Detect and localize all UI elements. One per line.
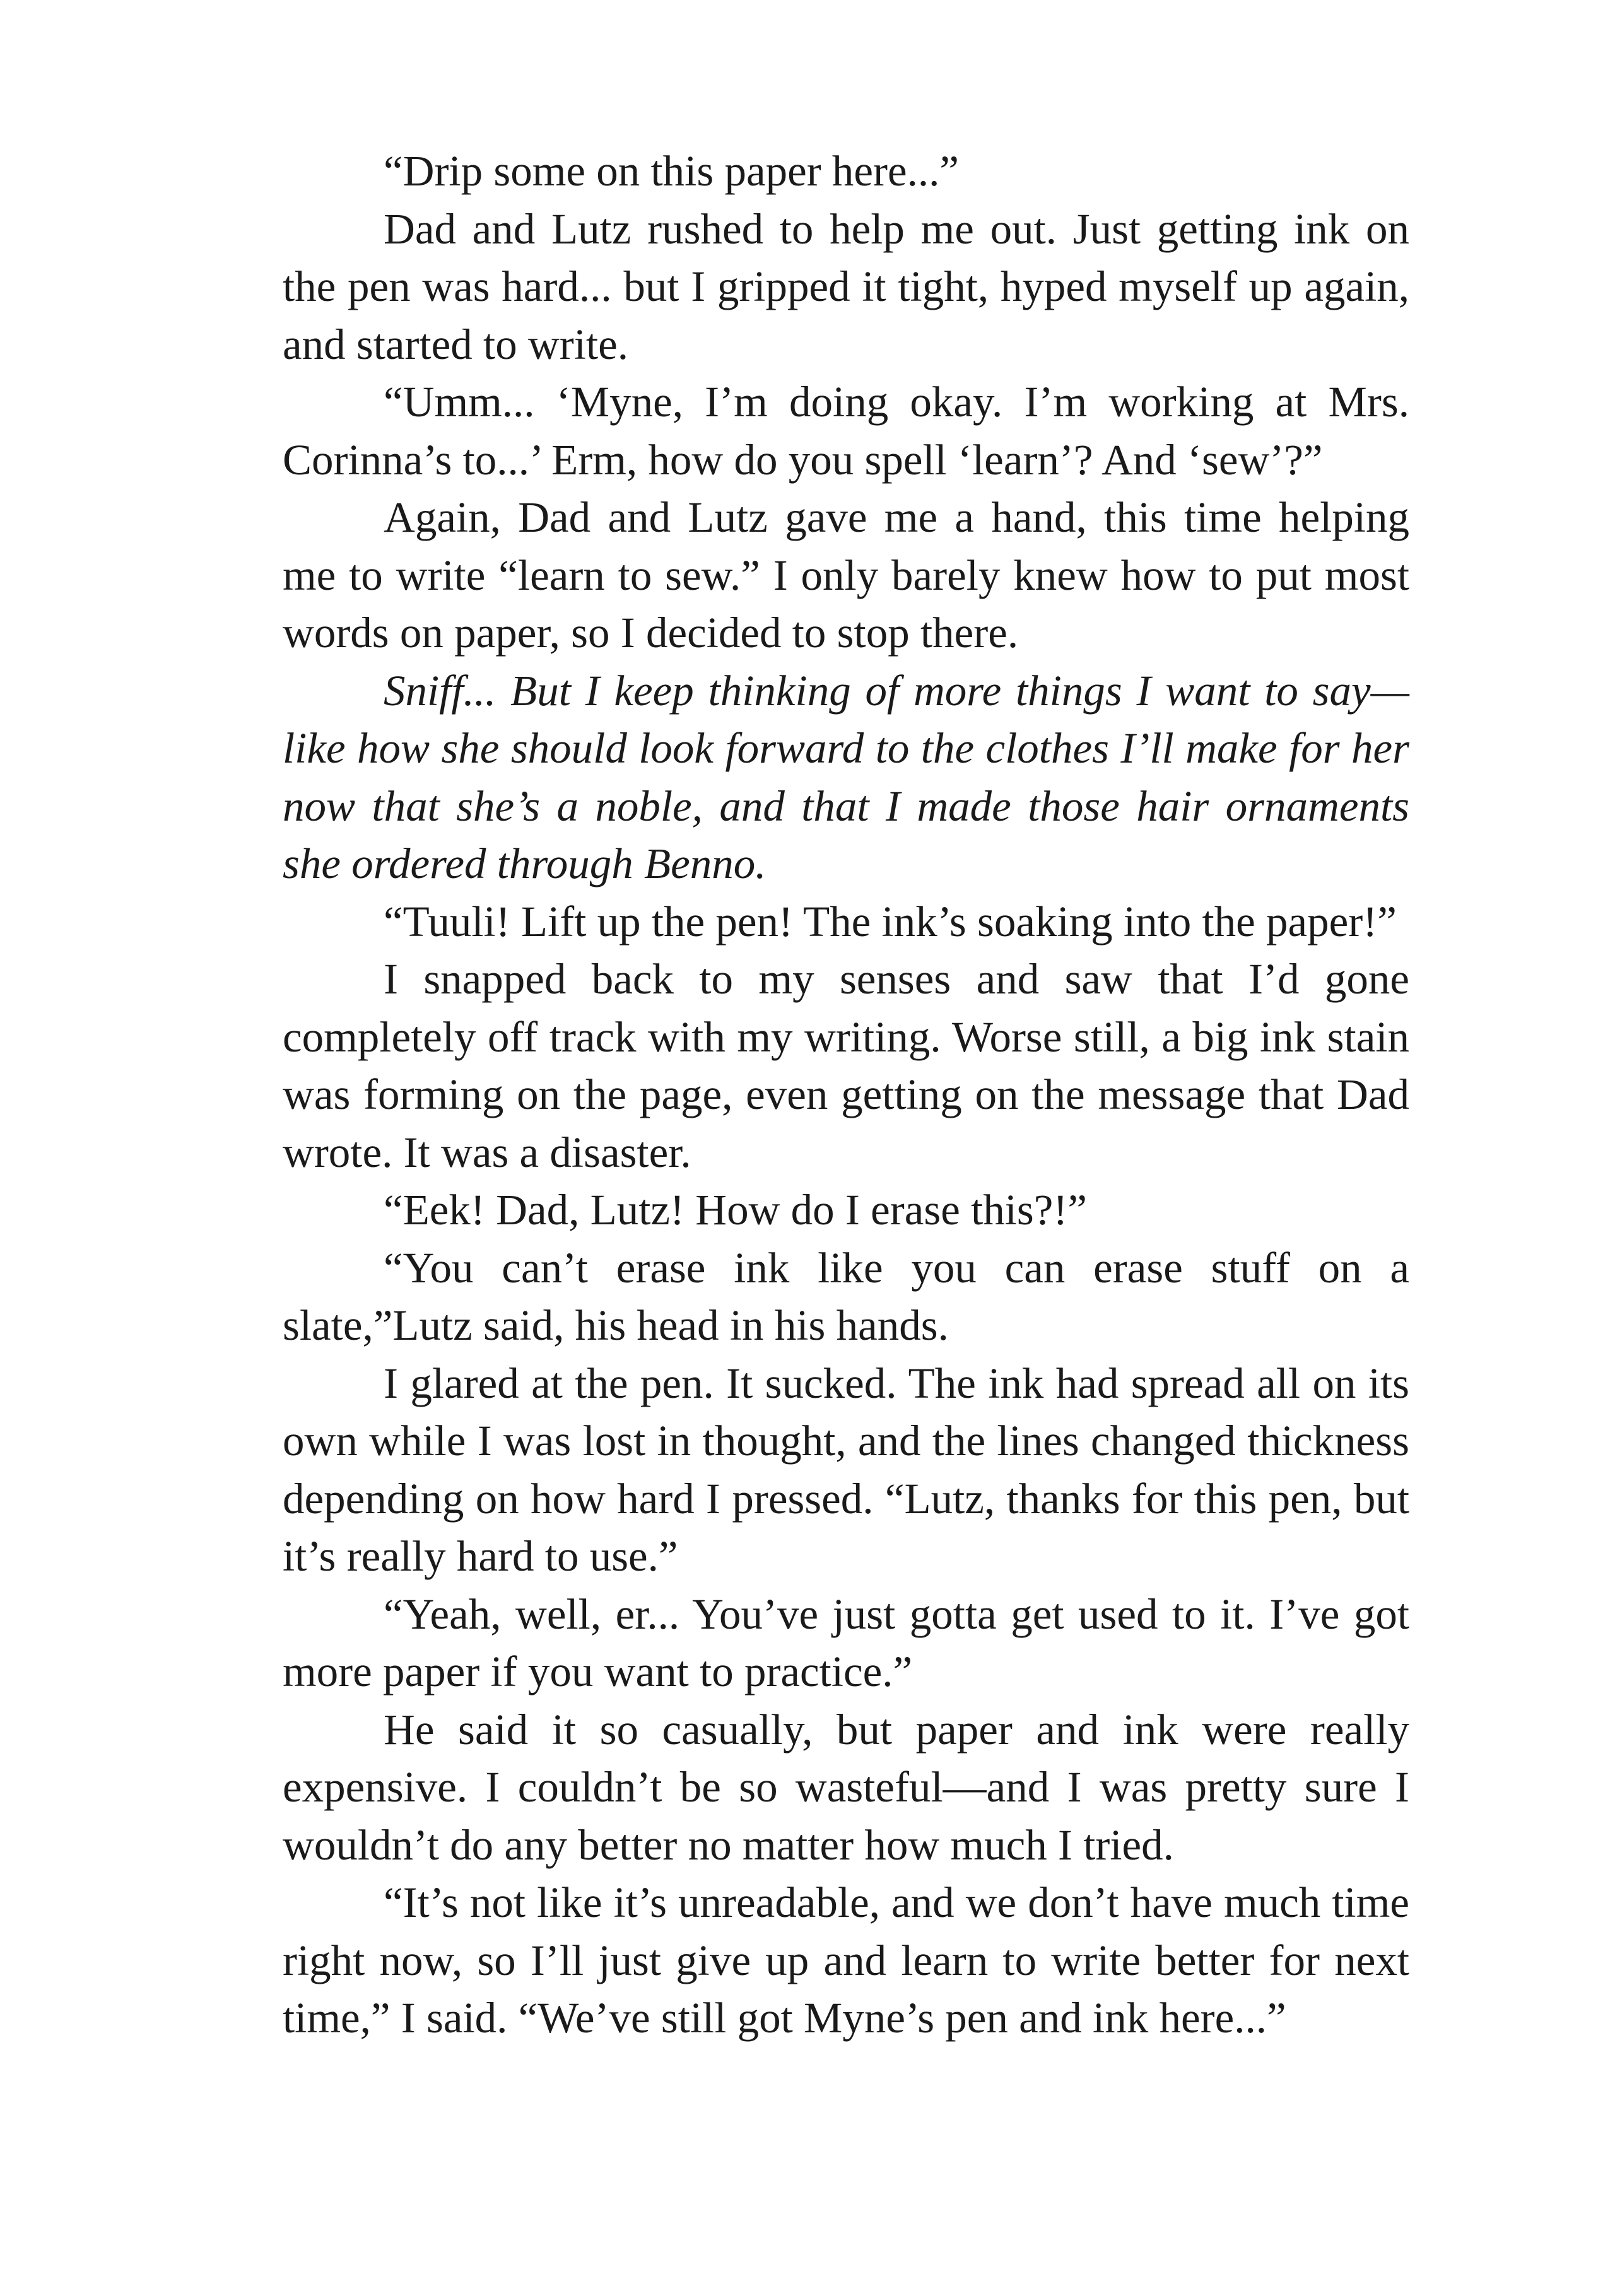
paragraph-4: Again, Dad and Lutz gave me a hand, this time helping me to write “learn to sew.” I only barely knew how to put most words on paper, so I decided to stop there. — [283, 493, 1409, 657]
paragraph-8: “Eek! Dad, Lutz! How do I erase this?!” — [384, 1186, 1088, 1234]
paragraph-1: “Drip some on this paper here...” — [384, 147, 960, 195]
paragraph-5-italic-thought: Sniff... But I keep thinking of more things I want to say—like how she should look forward to the clothes I’ll make for her now that she’s a noble, and that I made those hair ornaments she ordered through Benno. — [283, 666, 1409, 887]
paragraph-10: I glared at the pen. It sucked. The ink had spread all on its own while I was lost in thought, and the lines changed thickness depending on how hard I pressed. “Lutz, thanks for this pen, but it’s really hard to use.” — [283, 1359, 1409, 1580]
paragraph-11: “Yeah, well, er... You’ve just gotta get used to it. I’ve got more paper if you want to practice.” — [283, 1590, 1409, 1696]
paragraph-7: I snapped back to my senses and saw that I’d gone completely off track with my writing. Worse still, a big ink stain was forming on the page, even getting on the message that Dad wrote. It was a disaster. — [283, 955, 1409, 1176]
paragraph-6: “Tuuli! Lift up the pen! The ink’s soaking into the paper!” — [384, 897, 1397, 946]
paragraph-13: “It’s not like it’s unreadable, and we don’t have much time right now, so I’ll just give up and learn to write better for next time,” I said. “We’ve still got Myne’s pen and ink here...” — [283, 1878, 1409, 2042]
paragraph-9: “You can’t erase ink like you can erase stuff on a slate,”Lutz said, his head in his hands. — [283, 1243, 1409, 1349]
paragraph-12: He said it so casually, but paper and ink were really expensive. I couldn’t be so wasteful—and I was pretty sure I wouldn’t do any better no matter how much I tried. — [283, 1705, 1409, 1869]
paragraph-2: Dad and Lutz rushed to help me out. Just getting ink on the pen was hard... but I gripped it tight, hyped myself up again, and started to write. — [283, 204, 1409, 368]
page-text — [283, 143, 1409, 2047]
paragraph-3: “Umm... ‘Myne, I’m doing okay. I’m working at Mrs. Corinna’s to...’ Erm, how do you spell ‘learn’? And ‘sew’?” — [283, 378, 1409, 484]
